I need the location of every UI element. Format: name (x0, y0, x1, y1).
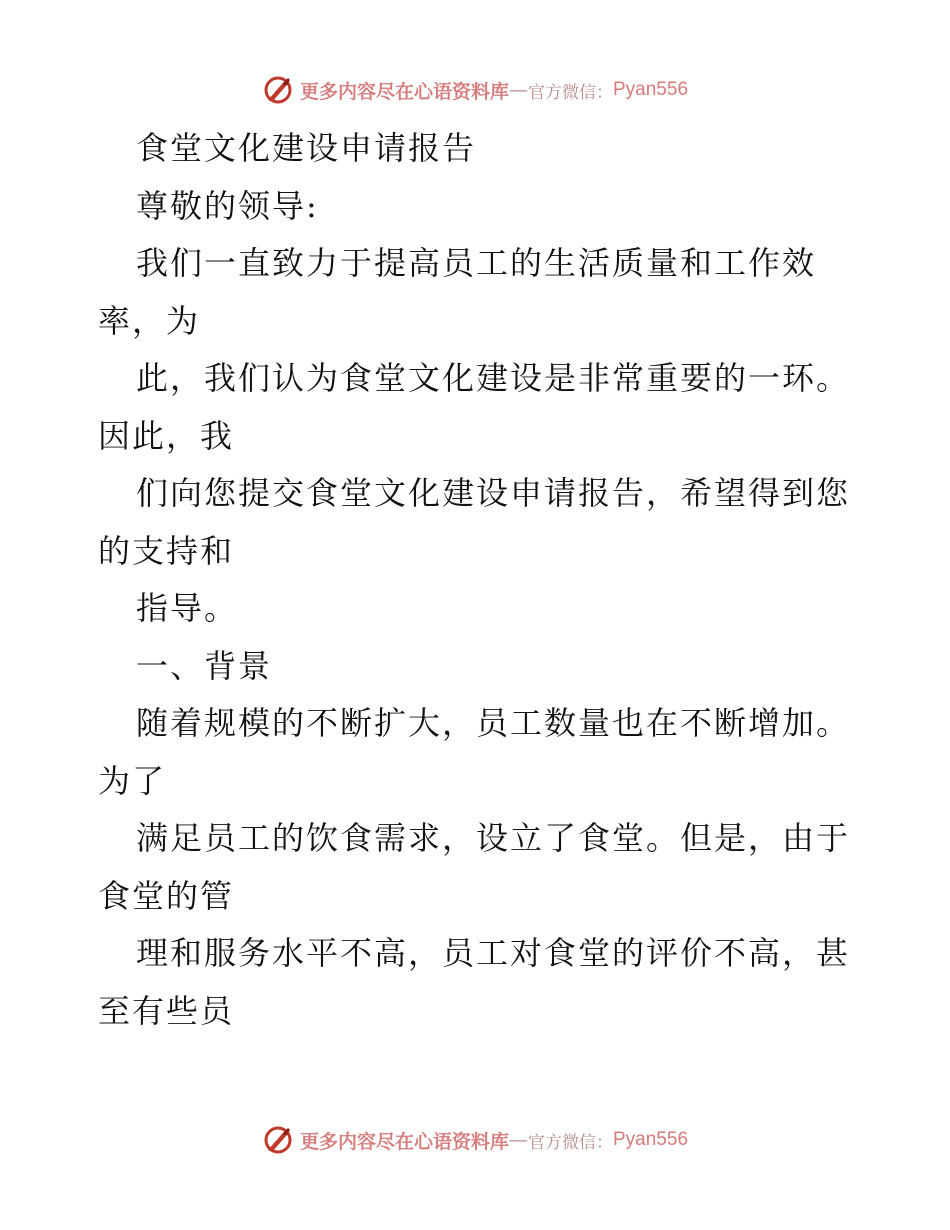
footer-watermark (0, 1120, 950, 1160)
banner-separator: — (509, 1129, 528, 1151)
header-watermark (0, 70, 950, 110)
banner-wechat-id: Pyan556 (613, 1129, 689, 1150)
doc-line: 理和服务水平不高，员工对食堂的评价不高，甚 (136, 934, 851, 972)
doc-line: 因此，我 (98, 416, 235, 455)
doc-line: 满足员工的饮食需求，设立了食堂。但是，由于 (136, 819, 851, 857)
pen-circle-logo-icon (262, 74, 294, 106)
banner-wechat-id: Pyan556 (613, 79, 689, 100)
doc-line: 们向您提交食堂文化建设申请报告，希望得到您 (136, 474, 851, 512)
doc-line: 为了 (98, 761, 167, 800)
banner-separator: — (509, 79, 528, 101)
doc-line: 指导。 (136, 589, 239, 627)
doc-salutation: 尊敬的领导: (136, 186, 319, 225)
banner-brand: 更多内容尽在心语资料库 (299, 1130, 509, 1153)
doc-line: 此，我们认为食堂文化建设是非常重要的一环。 (136, 359, 851, 397)
doc-line: 食堂的管 (98, 876, 235, 915)
banner-brand: 更多内容尽在心语资料库 (299, 80, 509, 103)
doc-line: 率，为 (98, 301, 201, 340)
document-body (98, 120, 858, 1040)
doc-line: 至有些员 (98, 991, 235, 1030)
banner-wechat-label: 官方微信： (528, 1132, 613, 1153)
doc-line: 随着规模的不断扩大，员工数量也在不断增加。 (136, 704, 851, 742)
doc-line: 的支持和 (98, 531, 235, 570)
banner-wechat-label: 官方微信： (528, 82, 613, 103)
doc-line: 我们一直致力于提高员工的生活质量和工作效 (136, 244, 817, 282)
pen-circle-logo-icon (262, 1124, 294, 1156)
doc-title: 食堂文化建设申请报告 (136, 129, 477, 167)
section-heading: 一、背景 (136, 646, 273, 685)
